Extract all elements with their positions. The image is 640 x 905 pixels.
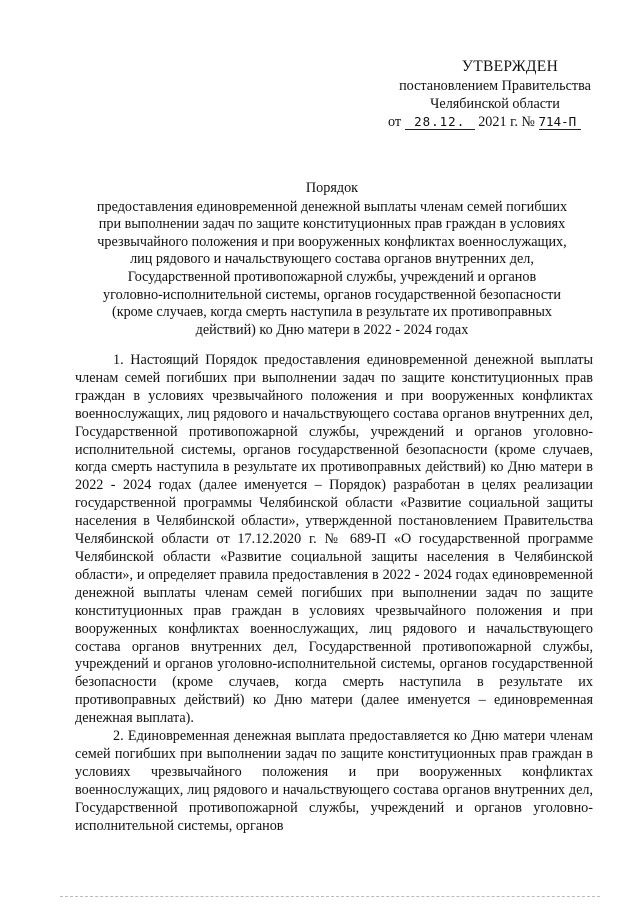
handwritten-date: 28.12. <box>405 115 475 130</box>
title-line: чрезвычайного положения и при вооруженных конфликтах военнослужащих, <box>97 233 567 250</box>
document-title <box>72 180 592 339</box>
approval-date-line <box>380 113 610 131</box>
title-line: при выполнении задач по защите конституционных прав граждан в условиях <box>98 216 566 233</box>
approval-stamp <box>380 58 610 131</box>
approved-label: УТВЕРЖДЕН <box>461 58 559 75</box>
title-heading: Порядок <box>305 180 359 196</box>
title-line: предоставления единовременной денежной выплаты членам семей погибших <box>96 198 568 215</box>
year-text: 2021 г. № <box>478 114 535 130</box>
page-bottom-edge <box>60 896 600 897</box>
paragraph-2: 2. Единовременная денежная выплата предоставляется ко Дню матери членам семей погибших при выполнении задач по защите конституционных прав граждан в условиях чрезвычайного положения и при вооруженных конфликтах военнослужащих, лиц рядового и начальствующего состава органов внутренних дел, Государственной противопожарной службы, учреждений и органов уголовно-исполнительной системы, органов <box>75 728 593 834</box>
approval-line-1: постановлением Правительства <box>399 78 591 94</box>
approval-line-2: Челябинской области <box>430 96 560 112</box>
paragraph-1: 1. Настоящий Порядок предоставления единовременной денежной выплаты членам семей погибших при выполнении задач по защите конституционных прав граждан в условиях чрезвычайного положения и при вооруженных конфликтах военнослужащих, лиц рядового и начальствующего состава органов внутренних дел, Государственной противопожарной службы, учреждений и органов уголовно-исполнительной системы, органов государственной безопасности (кроме случаев, когда смерть наступила в результате их противоправных действий) ко Дню матери в 2022 - 2024 годах (далее именуется – Порядок) разработан в целях реализации государственной программы Челябинской области «Развитие социальной защиты населения в Челябинской области», утвержденной постановлением Правительства Челябинской области от 17.12.2020 г. № 689-П «О государственной программе Челябинской области «Развитие социальной защиты населения в Челябинской области», и определяет правила предоставления в 2022 - 2024 годах единовременной денежной выплаты членам семей погибших при выполнении задач по защите конституционных прав граждан в условиях чрезвычайного положения и при вооруженных конфликтах военнослужащих, лиц рядового и начальствующего состава органов внутренних дел, Государственной противопожарной службы, учреждений и органов уголовно-исполнительной системы, органов государственной безопасности (кроме случаев, когда смерть наступила в результате их противоправных действий) ко Дню матери (далее именуется – единовременная денежная выплата). <box>75 352 593 727</box>
document-body <box>75 352 593 835</box>
title-line: (кроме случаев, когда смерть наступила в результате их противоправных <box>111 304 553 321</box>
title-line: действий) ко Дню матери в 2022 - 2024 годах <box>195 321 469 338</box>
handwritten-number: 714-П <box>539 115 581 130</box>
title-line: Государственной противопожарной службы, учреждений и органов <box>127 268 537 285</box>
title-line: уголовно-исполнительной системы, органов государственной безопасности <box>103 286 561 303</box>
from-prefix: от <box>388 114 402 130</box>
title-line: лиц рядового и начальствующего состава органов внутренних дел, <box>130 251 534 268</box>
